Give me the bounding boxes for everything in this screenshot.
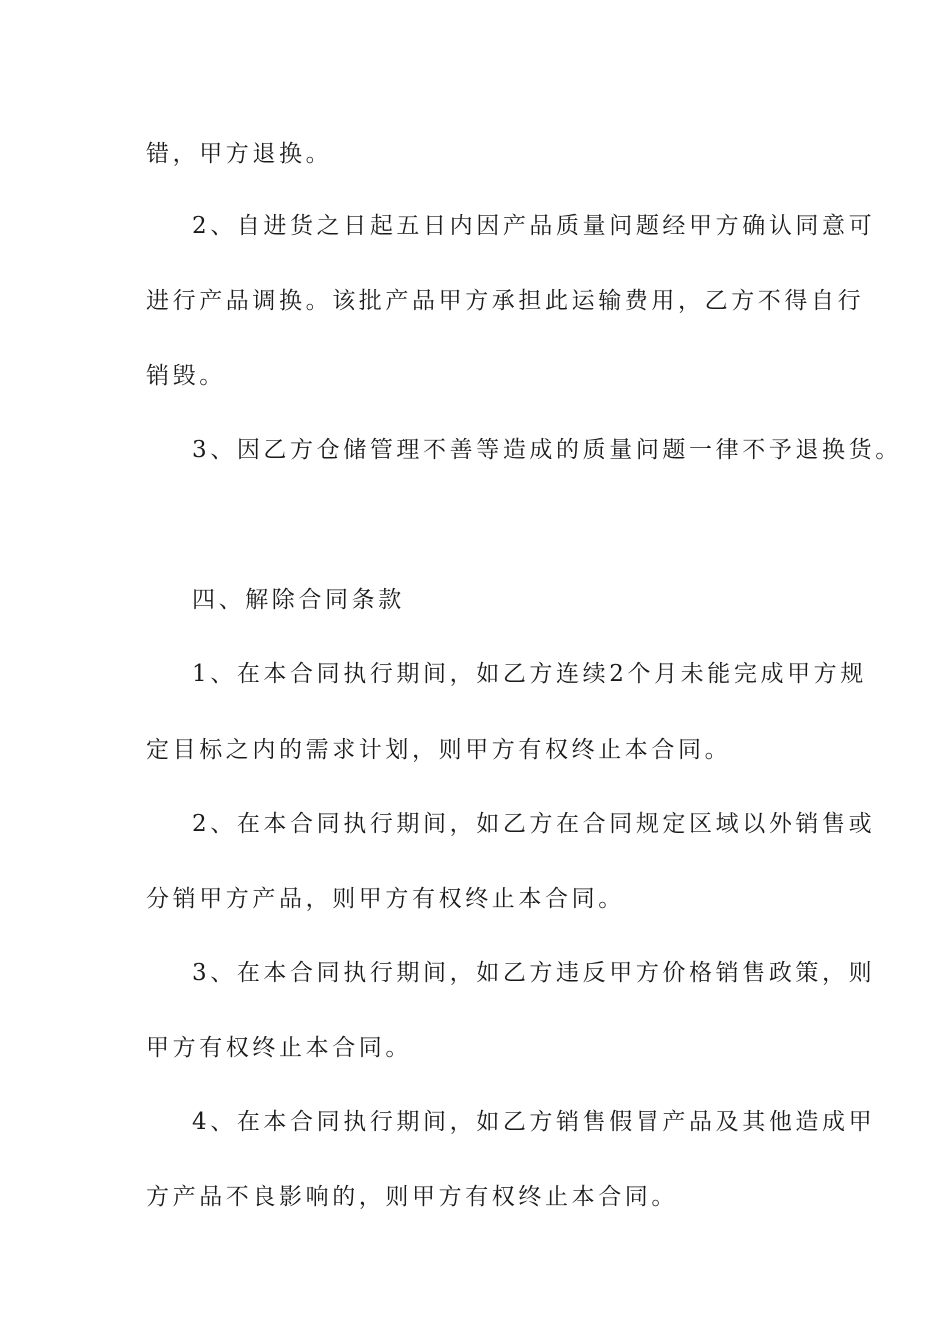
- text-line: 方产品不良影响的，则甲方有权终止本合同。: [146, 1184, 678, 1210]
- text-line: 2、自进货之日起五日内因产品质量问题经甲方确认同意可: [192, 213, 876, 239]
- text-line: 错，甲方退换。: [146, 141, 333, 167]
- text-line: 定目标之内的需求计划，则甲方有权终止本合同。: [146, 737, 732, 763]
- text-line: 3、因乙方仓储管理不善等造成的质量问题一律不予退换货。: [192, 437, 902, 463]
- text-line: 分销甲方产品，则甲方有权终止本合同。: [146, 886, 625, 912]
- section-heading: 四、解除合同条款: [192, 587, 405, 613]
- text-line: 销毁。: [146, 363, 226, 389]
- text-line: 进行产品调换。该批产品甲方承担此运输费用，乙方不得自行: [146, 288, 865, 314]
- text-line: 4、在本合同执行期间，如乙方销售假冒产品及其他造成甲: [192, 1109, 876, 1135]
- text-line: 3、在本合同执行期间，如乙方违反甲方价格销售政策，则: [192, 960, 876, 986]
- text-line: 1、在本合同执行期间，如乙方连续2个月未能完成甲方规: [192, 661, 867, 687]
- text-line: 甲方有权终止本合同。: [146, 1035, 412, 1061]
- text-line: 2、在本合同执行期间，如乙方在合同规定区域以外销售或: [192, 811, 876, 837]
